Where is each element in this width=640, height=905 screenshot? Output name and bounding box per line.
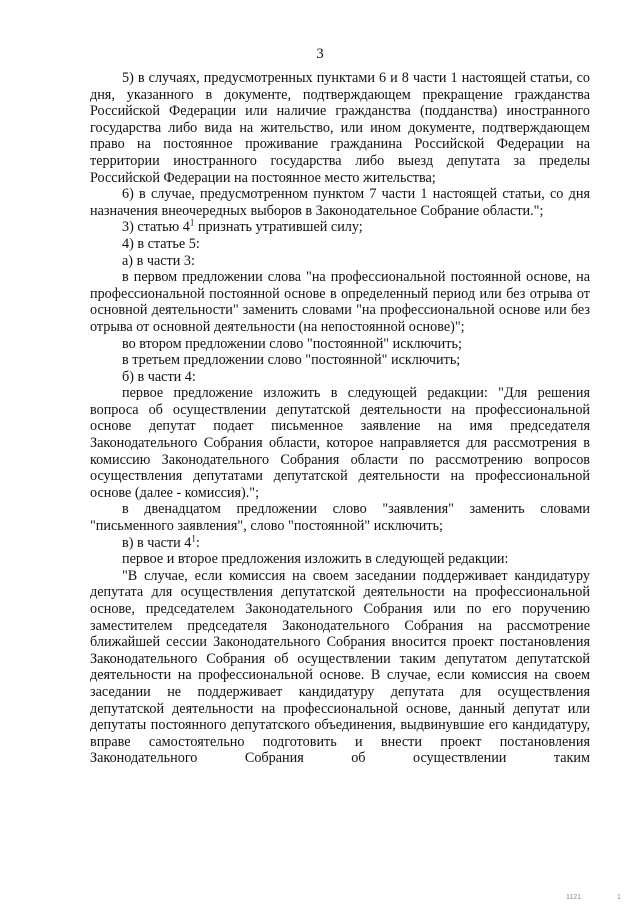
paragraph-first-sentence: в первом предложении слова "на профессиональной постоянной основе, на профессиональной постоянной основе в определенный период или без отрыва от основной деятельности" заменить словами "на профессиональной основе или без отрыва от основной деятельности (на непостоянной основе)"; xyxy=(90,269,590,335)
paragraph-text: признать утратившей силу; xyxy=(194,219,363,236)
paragraph-first-sentence-edit: первое предложение изложить в следующей редакции: "Для решения вопроса об осуществлении депутатской деятельности на профессиональной основе депутат подает письменное заявление на имя председателя Законодательного Собрания области, которое направляется для рассмотрения в комиссию Законодательного Собрания области по рассмотрению вопросов осуществления депутатами депутатской деятельности на профессиональной основе (далее - комиссия)."; xyxy=(90,385,590,501)
paragraph-first-second-sentences: первое и второе предложения изложить в следующей редакции: xyxy=(122,551,509,568)
footer-mark: 1 xyxy=(617,894,621,901)
paragraph-third-sentence: в третьем предложении слово "постоянной" исключить; xyxy=(122,352,461,369)
paragraph-text: 3) статью 4 xyxy=(122,219,190,236)
paragraph-part-4: б) в части 4: xyxy=(122,368,196,385)
paragraph-new-wording: "В случае, если комиссия на своем заседании поддерживает кандидатуру депутата для осуществления депутатской деятельности на профессиональной основе, председателем Законодательного Собрания или по его поручению заместителем председателя Законодательного Собрания на рассмотрение ближайшей сессии Законодательного Собрания вносится проект постановления Законодательного Собрания об осуществлении таким депутатом депутатской деятельности на профессиональной основе. В случае, если комиссия на своем заседании не поддерживает кандидатуру депутата для осуществления депутатской деятельности на профессиональной основе, данный депутат или депутаты постоянного депутатского объединения, выдвинувшие его кандидатуру, вправе самостоятельно подготовить и внести проект постановления Законодательного Собрания об осуществлении таким xyxy=(90,567,590,767)
paragraph-article-4-1 xyxy=(90,219,590,236)
paragraph-part-4-1 xyxy=(90,532,590,552)
paragraph-item-5: 5) в случаях, предусмотренных пунктами 6 и 8 части 1 настоящей статьи, со дня, указанного в документе, подтверждающем прекращение гражданства Российской Федерации или наличие гражданства (подданства) иностранного государства либо вида на жительство, или ином документе, подтверждающем право на постоянное проживание гражданина Российской Федерации на территории иностранного государства либо выезд депутата за пределы Российской Федерации на постоянное место жительства; xyxy=(90,70,590,186)
page-number: 3 xyxy=(316,46,324,62)
paragraph-text: : xyxy=(195,534,200,551)
paragraph-item-6: 6) в случае, предусмотренном пунктом 7 части 1 настоящей статьи, со дня назначения внеочередных выборов в Законодательное Собрание области."; xyxy=(90,186,590,219)
paragraph-second-sentence: во втором предложении слово "постоянной" исключить; xyxy=(122,335,462,352)
document-body xyxy=(90,70,590,767)
paragraph-twelfth-sentence: в двенадцатом предложении слово "заявления" заменить словами "письменного заявления", слово "постоянной" исключить; xyxy=(90,501,590,535)
superscript: 1 xyxy=(189,217,195,228)
paragraph-part-3: а) в части 3: xyxy=(122,252,195,269)
paragraph-article-5: 4) в статье 5: xyxy=(122,235,200,252)
footer-mark: 1121 xyxy=(566,894,582,901)
superscript: 1 xyxy=(191,532,196,543)
paragraph-text: в) в части 4 xyxy=(122,534,192,551)
